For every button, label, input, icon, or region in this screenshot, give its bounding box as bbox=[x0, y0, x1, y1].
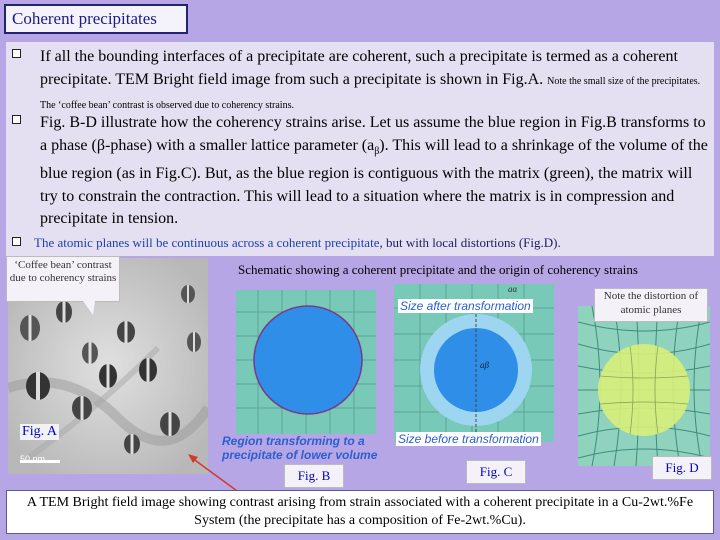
size-before-label: Size before transformation bbox=[398, 432, 539, 446]
bullet-2 bbox=[12, 112, 712, 231]
bullet-3-text-b: , but with local distortions (Fig.D). bbox=[379, 235, 561, 250]
region-label: Region transforming to a precipitate of lower volume bbox=[222, 434, 378, 462]
distorted-precipitate bbox=[598, 344, 690, 436]
coffee-bean-callout: ‘Coffee bean’ contrast due to coherency strains bbox=[6, 256, 120, 302]
slide-title: Coherent precipitates bbox=[4, 4, 188, 34]
bullet-1 bbox=[12, 46, 712, 118]
bullet-3-mark bbox=[12, 237, 21, 246]
fig-b-label: Fig. B bbox=[284, 464, 344, 488]
bullet-2-mark bbox=[12, 115, 21, 124]
bullet-2-text-b: ). This will lead to a shrinkage of the volume of the blue region (as in Fig.C). But, as the blue region is contiguous with the matrix (green), the matrix will try to constrain the contraction. This will lead to a situation where the matrix is in compression and precipitate in tension. bbox=[40, 136, 708, 228]
figure-caption: A TEM Bright field image showing contrast arising from strain associated with a coherent precipitate in a Cu-2wt.%Fe System (the precipitate has a composition of Fe-2wt.%Cu). bbox=[6, 490, 714, 534]
beta-lattice-label: aβ bbox=[480, 360, 489, 370]
schematic-title: Schematic showing a coherent precipitate and the origin of coherency strains bbox=[238, 262, 638, 277]
fig-d bbox=[578, 306, 710, 466]
distortion-callout: Note the distortion of atomic planes bbox=[594, 288, 708, 322]
bullet-1-note: Note the small size of the precipitates. The ‘coffee bean’ contrast is observed due to coherency strains. bbox=[40, 75, 701, 111]
bullet-1-text: If all the bounding interfaces of a precipitate are coherent, such a precipitate is termed as a coherent precipitate. TEM Bright field image from such a precipitate is shown in Fig.A. bbox=[40, 48, 678, 88]
bullet-3 bbox=[12, 234, 712, 252]
fig-b bbox=[236, 290, 376, 434]
fig-d-graphic bbox=[578, 306, 710, 466]
scale-bar-label: 50 nm bbox=[20, 454, 46, 464]
size-after-label: Size after transformation bbox=[400, 299, 531, 313]
fig-a-label: Fig. A bbox=[22, 424, 58, 439]
bullet-2-sub: β bbox=[374, 145, 380, 157]
fig-d-label: Fig. D bbox=[652, 456, 712, 480]
fig-c-label: Fig. C bbox=[466, 460, 526, 484]
bullet-1-mark bbox=[12, 49, 21, 58]
fig-b-graphic bbox=[236, 290, 376, 434]
bullet-2-text-a: Fig. B-D illustrate how the coherency strains arise. Let us assume the blue region in Fig.B transforms to a phase (β-phase) with a smaller lattice parameter (a bbox=[40, 114, 706, 154]
text-box bbox=[6, 42, 714, 256]
transforming-region bbox=[254, 306, 362, 414]
alpha-lattice-label: aα bbox=[508, 284, 518, 294]
bullet-3-text-a: The atomic planes will be continuous across a coherent precipitate bbox=[34, 235, 380, 250]
